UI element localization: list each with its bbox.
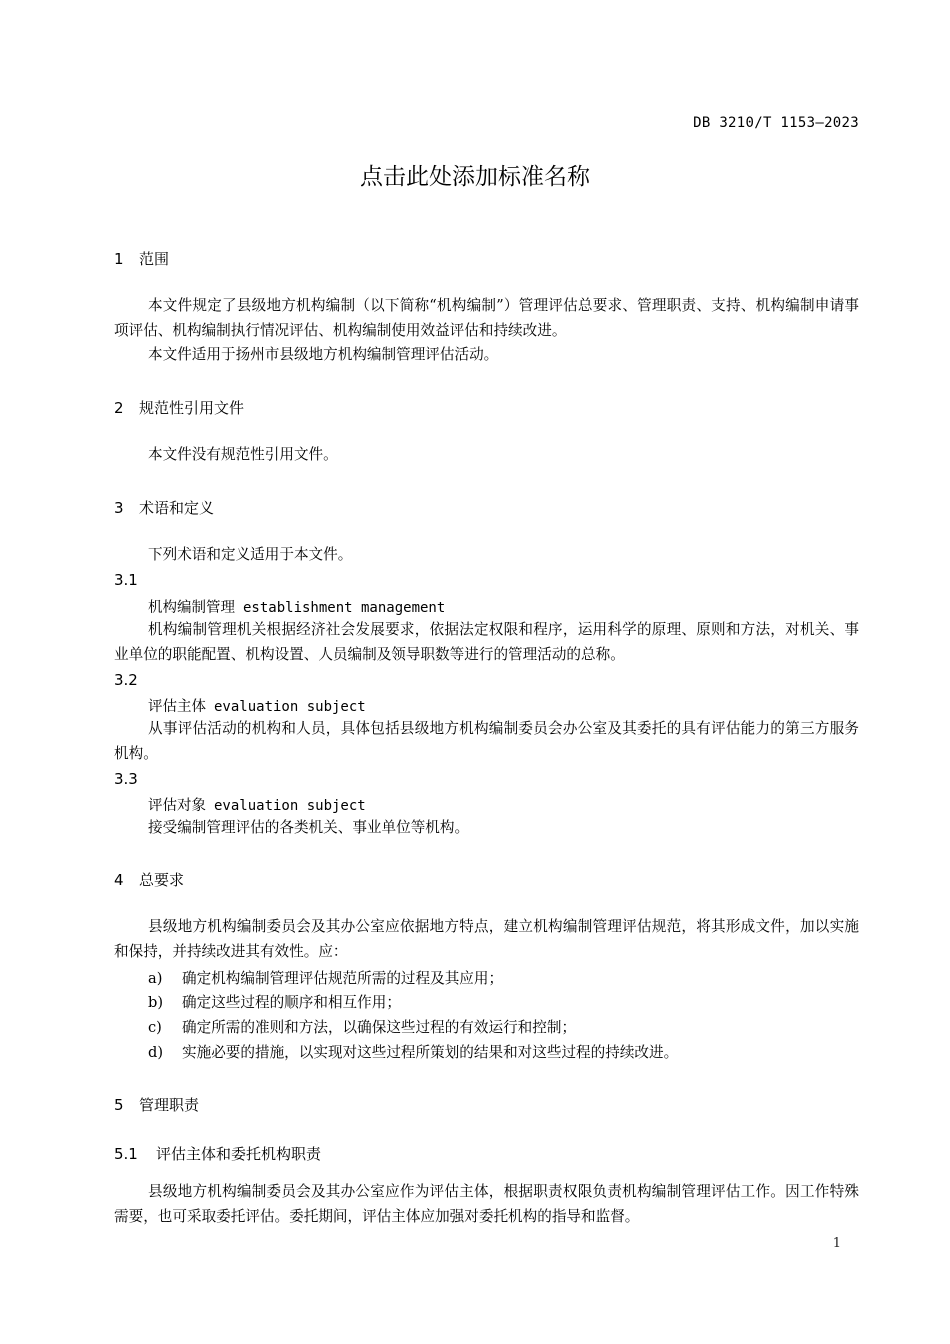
standard-code: DB 3210/T 1153—2023: [693, 115, 859, 131]
section-2-paragraph-1: 本文件没有规范性引用文件。: [148, 446, 338, 463]
section-title: 规范性引用文件: [139, 399, 245, 417]
term-en: evaluation subject: [214, 699, 366, 715]
section-5-1-paragraph-1: 县级地方机构编制委员会及其办公室应作为评估主体，根据职责权限负责机构编制管理评估工作。因工作特殊需要，也可采取委托评估。委托期间，评估主体应加强对委托机构的指导和监督。: [114, 1183, 859, 1225]
section-title: 范围: [139, 250, 170, 268]
term-definition: 接受编制管理评估的各类机关、事业单位等机构。: [148, 819, 470, 836]
section-2-heading: [114, 397, 244, 418]
section-3-intro: 下列术语和定义适用于本文件。: [148, 546, 353, 563]
term-zh: 评估主体: [148, 699, 206, 715]
term-zh: 评估对象: [148, 798, 206, 814]
page-number: 1: [832, 1236, 841, 1251]
list-marker: b): [148, 994, 164, 1011]
section-number: 2: [114, 399, 124, 417]
section-1-paragraph-2: 本文件适用于扬州市县级地方机构编制管理评估活动。: [148, 346, 499, 363]
term-entry: [148, 695, 366, 716]
list-marker: a): [148, 970, 163, 987]
list-text: 确定所需的准则和方法，以确保这些过程的有效运行和控制；: [182, 1019, 577, 1036]
term-number: 3.3: [114, 770, 138, 788]
list-marker: c): [148, 1019, 162, 1036]
subsection-number: 5.1: [114, 1145, 138, 1163]
section-5-1-heading: [114, 1143, 321, 1164]
term-en: establishment management: [243, 600, 446, 616]
term-entry: [148, 794, 366, 815]
term-definition: 机构编制管理机关根据经济社会发展要求，依据法定权限和程序，运用科学的原理、原则和方法，对机关、事业单位的职能配置、机构设置、人员编制及领导职数等进行的管理活动的总称。: [114, 621, 859, 663]
term-entry: [148, 596, 445, 617]
document-title: 点击此处添加标准名称: [360, 164, 590, 190]
term-number: 3.1: [114, 571, 138, 589]
list-text: 确定这些过程的顺序和相互作用；: [182, 994, 401, 1011]
term-definition: 从事评估活动的机构和人员，具体包括县级地方机构编制委员会办公室及其委托的具有评估能力的第三方服务机构。: [114, 720, 859, 762]
list-text: 实施必要的措施，以实现对这些过程所策划的结果和对这些过程的持续改进。: [182, 1044, 679, 1061]
section-number: 1: [114, 250, 124, 268]
term-en: evaluation subject: [214, 798, 366, 814]
section-number: 4: [114, 871, 124, 889]
term-zh: 机构编制管理: [148, 600, 235, 616]
section-number: 3: [114, 499, 124, 517]
section-title: 管理职责: [139, 1096, 200, 1114]
list-marker: d): [148, 1044, 164, 1061]
section-4-paragraph-1: 县级地方机构编制委员会及其办公室应依据地方特点，建立机构编制管理评估规范，将其形成文件，加以实施和保持，并持续改进其有效性。应：: [114, 918, 859, 960]
section-1-paragraph-1: 本文件规定了县级地方机构编制（以下简称“机构编制”）管理评估总要求、管理职责、支持、机构编制申请事项评估、机构编制执行情况评估、机构编制使用效益评估和持续改进。: [114, 297, 859, 339]
term-number: 3.2: [114, 671, 138, 689]
list-item: [148, 1041, 678, 1062]
section-title: 术语和定义: [139, 499, 215, 517]
section-1-heading: [114, 248, 169, 269]
list-item: [148, 967, 503, 988]
list-text: 确定机构编制管理评估规范所需的过程及其应用；: [182, 970, 504, 987]
section-5-heading: [114, 1094, 199, 1115]
section-4-heading: [114, 869, 184, 890]
list-item: [148, 991, 401, 1012]
list-item: [148, 1016, 576, 1037]
section-number: 5: [114, 1096, 124, 1114]
section-3-heading: [114, 497, 214, 518]
section-title: 总要求: [139, 871, 185, 889]
subsection-title: 评估主体和委托机构职责: [156, 1145, 322, 1163]
